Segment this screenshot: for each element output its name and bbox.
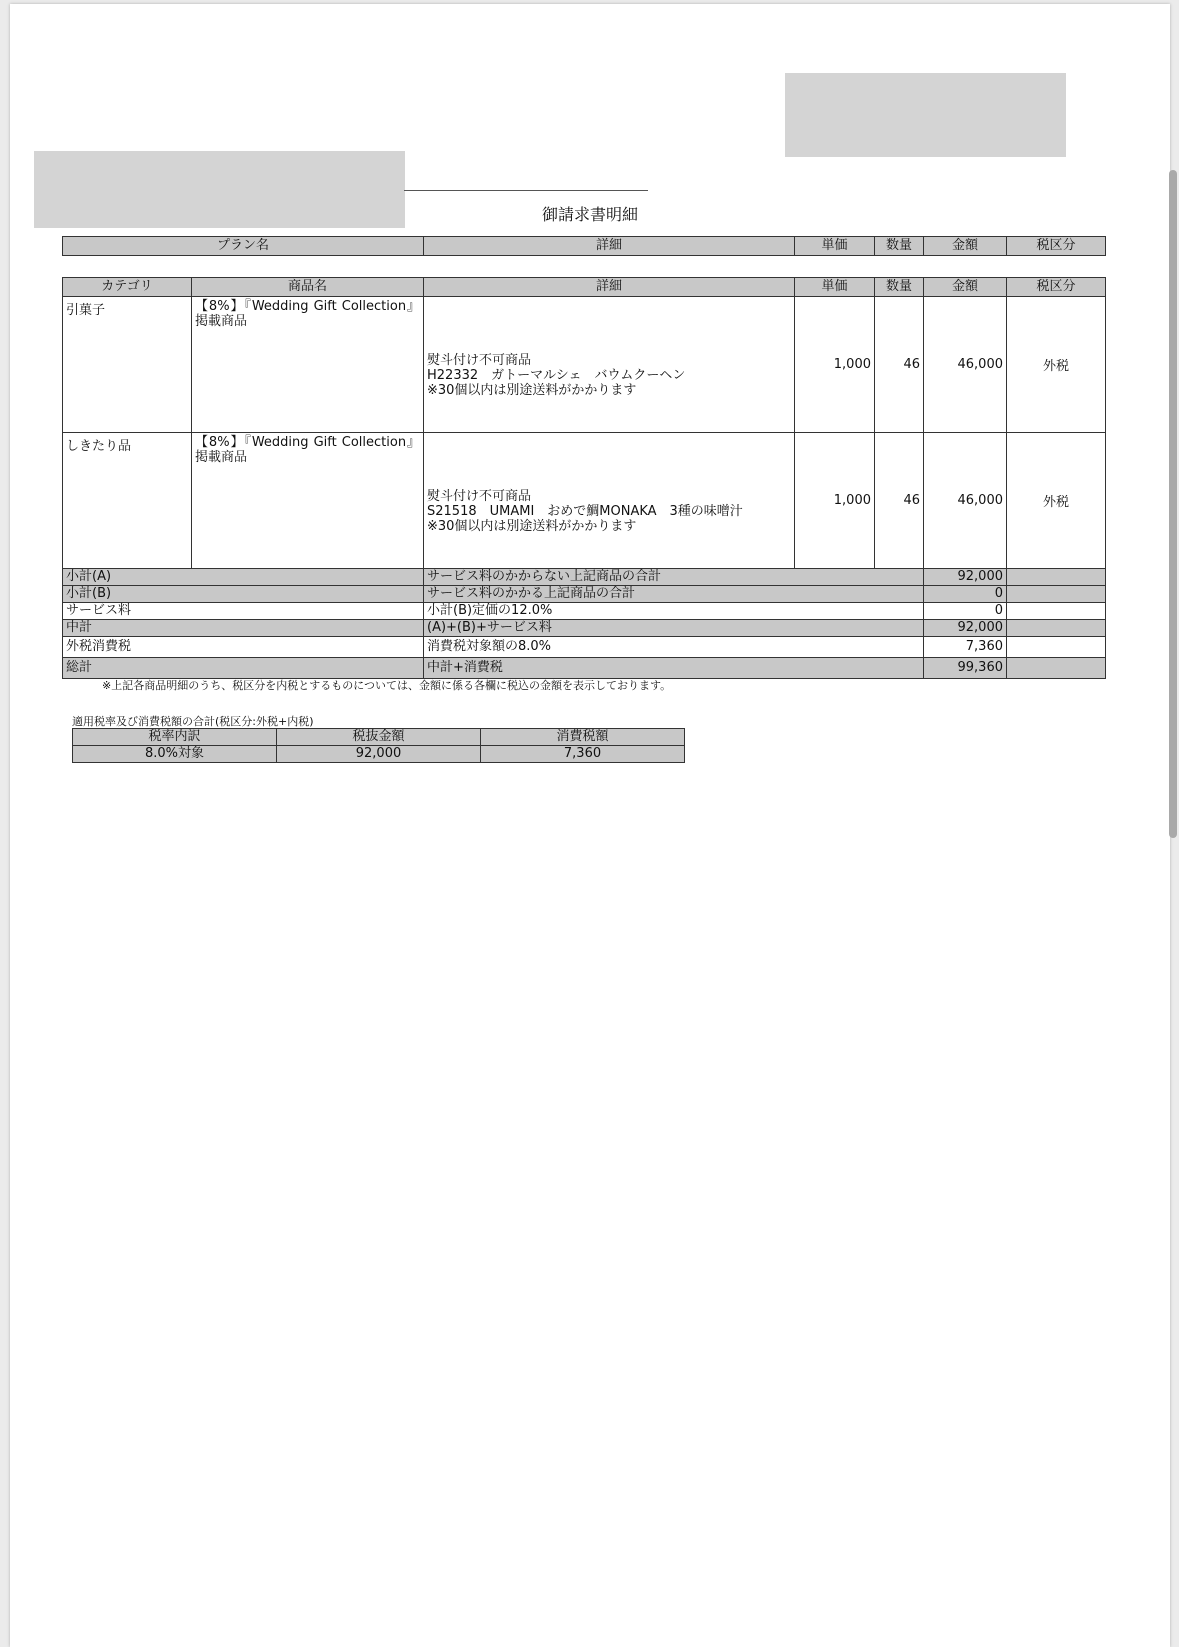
- item-quantity: 46: [875, 433, 924, 569]
- tax-rate-value: 8.0%対象: [73, 746, 277, 763]
- summary-empty-cell: [1007, 569, 1106, 586]
- summary-description: 消費税対象額の8.0%: [424, 637, 924, 658]
- summary-empty-cell: [1007, 586, 1106, 603]
- tax-rate-caption: 適用税率及び消費税額の合計(税区分:外税+内税): [72, 715, 314, 728]
- item-product-name: 【8%】『Wedding Gift Collection』 掲載商品: [192, 297, 424, 433]
- vertical-scrollbar[interactable]: [1169, 170, 1177, 838]
- item-category: しきたり品: [63, 433, 192, 569]
- summary-description: 小計(B)定価の12.0%: [424, 603, 924, 620]
- items-header-detail: 詳細: [424, 278, 795, 297]
- summary-amount: 92,000: [924, 569, 1007, 586]
- invoice-page: [10, 4, 1170, 1647]
- item-unit-price: 1,000: [795, 297, 875, 433]
- summary-description: 中計+消費税: [424, 658, 924, 679]
- title-underline: [404, 190, 648, 191]
- tax-rate-tax-amount: 7,360: [481, 746, 685, 763]
- items-header-unit-price: 単価: [795, 278, 875, 297]
- tax-rate-header-breakdown: 税率内訳: [73, 729, 277, 746]
- table-row: [63, 433, 1106, 569]
- summary-empty-cell: [1007, 603, 1106, 620]
- redacted-block-top-right: [785, 73, 1066, 157]
- summary-empty-cell: [1007, 620, 1106, 637]
- item-detail-line: ※30個以内は別途送料がかかります: [427, 519, 637, 534]
- summary-label: 小計(B): [63, 586, 424, 603]
- items-header-category: カテゴリ: [63, 278, 192, 297]
- summary-row-consumption-tax: [63, 637, 1106, 658]
- summary-row-subtotal-b: [63, 586, 1106, 603]
- tax-rate-pretax-amount: 92,000: [277, 746, 481, 763]
- tax-rate-table: [72, 728, 685, 763]
- summary-amount: 0: [924, 603, 1007, 620]
- summary-row-service-fee: [63, 603, 1106, 620]
- summary-label: サービス料: [63, 603, 424, 620]
- summary-amount: 0: [924, 586, 1007, 603]
- item-tax-type: 外税: [1007, 433, 1106, 569]
- plan-header-unit-price: 単価: [795, 237, 875, 256]
- summary-amount: 92,000: [924, 620, 1007, 637]
- tax-rate-header-pretax: 税抜金額: [277, 729, 481, 746]
- summary-description: サービス料のかかる上記商品の合計: [424, 586, 924, 603]
- item-detail-line: ※30個以内は別途送料がかかります: [427, 383, 637, 398]
- item-amount: 46,000: [924, 297, 1007, 433]
- plan-header-amount: 金額: [924, 237, 1007, 256]
- plan-header-row: [63, 237, 1106, 256]
- item-category: 引菓子: [63, 297, 192, 433]
- summary-amount: 7,360: [924, 637, 1007, 658]
- plan-header-detail: 詳細: [424, 237, 795, 256]
- tax-rate-header-row: [73, 729, 685, 746]
- items-table: [62, 277, 1106, 679]
- summary-amount: 99,360: [924, 658, 1007, 679]
- summary-empty-cell: [1007, 637, 1106, 658]
- summary-row-midtotal: [63, 620, 1106, 637]
- plan-table: [62, 236, 1106, 256]
- summary-row-subtotal-a: [63, 569, 1106, 586]
- tax-note: ※上記各商品明細のうち、税区分を内税とするものについては、金額に係る各欄に税込の金額を表示しております。: [102, 679, 672, 692]
- item-detail: [424, 297, 795, 433]
- item-product-name: 【8%】『Wedding Gift Collection』 掲載商品: [192, 433, 424, 569]
- item-quantity: 46: [875, 297, 924, 433]
- summary-empty-cell: [1007, 658, 1106, 679]
- items-header-tax-type: 税区分: [1007, 278, 1106, 297]
- summary-description: (A)+(B)+サービス料: [424, 620, 924, 637]
- document-title: 御請求書明細: [541, 205, 638, 224]
- summary-label: 外税消費税: [63, 637, 424, 658]
- item-amount: 46,000: [924, 433, 1007, 569]
- tax-rate-row: [73, 746, 685, 763]
- summary-label: 中計: [63, 620, 424, 637]
- item-detail-line: S21518 UMAMI おめで鯛MONAKA 3種の味噌汁: [427, 504, 743, 519]
- summary-label: 小計(A): [63, 569, 424, 586]
- items-header-amount: 金額: [924, 278, 1007, 297]
- items-header-quantity: 数量: [875, 278, 924, 297]
- summary-row-grand-total: [63, 658, 1106, 679]
- plan-header-plan-name: プラン名: [63, 237, 424, 256]
- item-detail-line: 熨斗付け不可商品: [427, 353, 532, 368]
- plan-header-quantity: 数量: [875, 237, 924, 256]
- item-detail-line: H22332 ガトーマルシェ バウムクーヘン: [427, 368, 686, 383]
- item-tax-type: 外税: [1007, 297, 1106, 433]
- tax-rate-header-tax: 消費税額: [481, 729, 685, 746]
- plan-header-tax-type: 税区分: [1007, 237, 1106, 256]
- table-row: [63, 297, 1106, 433]
- item-detail: [424, 433, 795, 569]
- item-detail-line: 熨斗付け不可商品: [427, 489, 532, 504]
- item-unit-price: 1,000: [795, 433, 875, 569]
- items-header-product: 商品名: [192, 278, 424, 297]
- summary-description: サービス料のかからない上記商品の合計: [424, 569, 924, 586]
- summary-label: 総計: [63, 658, 424, 679]
- items-header-row: [63, 278, 1106, 297]
